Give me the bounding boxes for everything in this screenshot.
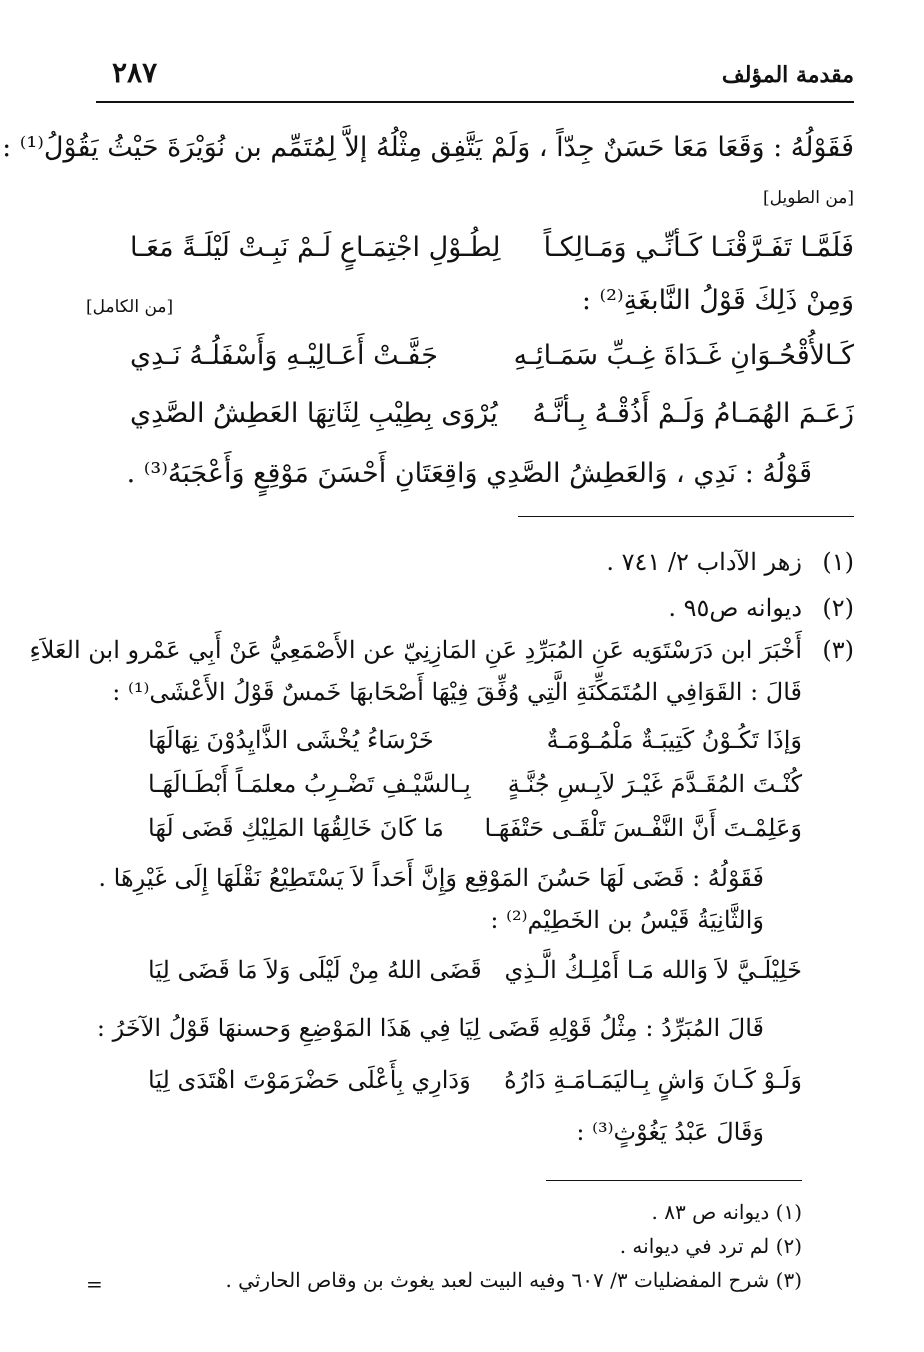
bottom-footnote-3: (٣) شرح المفضليات ٣/ ٦٠٧ وفيه البيت لعبد يغوث بن وقاص الحارثي . [225, 1268, 802, 1292]
footnote-3-number: (٣) [822, 636, 854, 664]
fn3-verse-e-first: وَلَـوْ كَـانَ وَاشٍ بِـاليَمَـامَـةِ دَارُهُ [504, 1066, 802, 1094]
fn3-verse-a-second: خَرْسَاءُ يُخْشَى الذَّايِدُوْنَ نِهَالَهَا [148, 726, 434, 754]
footnote-3-text: أَخْبَرَ ابن دَرَسْتَوَيه عَنِ المُبَرِّدِ عَنِ المَازِنِيّ عن الأَصْمَعِيُّ عَنْ أَبِي عَمْرو ابن العَلاَءِ [29, 636, 802, 664]
continuation-mark: = [86, 1272, 103, 1296]
running-header-title: مقدمة المؤلف [721, 62, 854, 88]
fn3-verse-b-first: كُنْـتَ المُقَـدَّمَ غَيْـرَ لاَبِـسِ جُنَّـةٍ [507, 770, 802, 798]
intro-line: فَقَوْلُهُ : وَقَعَا مَعَا حَسَنٌ جِدّاً ، وَلَمْ يَتَّفِق مِثْلُهُ إلاَّ لِمُتَمِّم بن نُوَيْرَةَ حَيْثُ يَقُوْلُ⁽¹⁾ : [2, 132, 854, 163]
fn3-third: وَقَالَ عَبْدُ يَغُوْثٍ⁽³⁾ : [576, 1118, 764, 1146]
fn3-comment-a: فَقَوْلُهُ : قَضَى لَهَا حَسُنَ المَوْقِع وَإِنَّ أَحَداً لاَ يَسْتَطِيْعُ نَقْلَهَا إِلَى غَيْرِهَا . [98, 864, 764, 892]
footnote-2-text: ديوانه ص٩٥ . [668, 594, 802, 622]
meter-label-tawil: [من الطويل] [763, 188, 854, 208]
verse2-first-hemistich: كَـالأُقْحُـوَانِ غَـدَاةَ غِـبِّ سَمَـائِـهِ [513, 340, 854, 371]
footnote-separator-top [518, 516, 854, 517]
fn3-line2: قَالَ : القَوَافِي المُتَمَكِّنَةِ الَّتِي وُفِّقَ فِيْهَا أَصْحَابهَا خَمسٌ قَوْلُ الأَعْشَى⁽¹⁾ : [112, 678, 802, 706]
page-number: ٢٨٧ [112, 56, 158, 89]
fn3-verse-c-second: مَا كَانَ خَالِقُهَا المَلِيْكِ قَضَى لَهَا [148, 814, 444, 842]
nabigha-line: وَمِنْ ذَلِكَ قَوْلُ النَّابغَةِ⁽²⁾ : [581, 285, 854, 316]
verse2-second-hemistich: جَفَّـتْ أَعَـالِيْـهِ وَأَسْفَلُـهُ نَـدِي [130, 340, 438, 371]
verse3-first-hemistich: زَعَـمَ الهُمَـامُ وَلَـمْ أَذُقْـهُ بِـأنَّـهُ [532, 398, 854, 429]
footnote-2-number: (٢) [822, 594, 854, 622]
fn3-verse-e-second: وَدَارِي بِأَعْلَى حَضْرَمَوْتَ اهْتَدَى لِيَا [148, 1066, 471, 1094]
footnote-1-text: زهر الآداب ٢/ ٧٤١ . [606, 548, 802, 576]
footnote-separator-bottom [546, 1180, 802, 1181]
comment-line: قَوْلُهُ : نَدِي ، وَالعَطِشُ الصَّدِي وَاقِعَتَانِ أَحْسَنَ مَوْقِعٍ وَأَعْجَبَهُ⁽³⁾ . [126, 458, 812, 489]
fn3-verse-d-first: خَلِيْلَـيَّ لاَ وَالله مَـا أَمْلِـكُ الَّـذِي [504, 956, 802, 984]
verse1-second-hemistich: لِطُـوْلِ اجْتِمَـاعٍ لَـمْ نَبِـتْ لَيْلَـةً مَعَـا [130, 232, 501, 263]
fn3-verse-b-second: بِـالسَّيْـفِ تَضْـرِبُ معلمَـاً أَبْطَـالَهَـا [148, 770, 471, 798]
verse3-second-hemistich: يُرْوَى بِطِيْبِ لِثَاتِهَا العَطِشُ الصَّدِي [130, 398, 498, 429]
verse1-first-hemistich: فَلَمَّـا تَفَـرَّقْنَـا كَـأنِّـي وَمَـالِكـاً [543, 232, 854, 263]
bottom-footnote-1: (١) ديوانه ص ٨٣ . [651, 1200, 802, 1224]
fn3-verse-a-first: وَإذَا تَكُـوْنُ كَتِيبَـةٌ مَلْمُـوْمَـةٌ [546, 726, 802, 754]
footnote-1-number: (١) [822, 548, 854, 576]
bottom-footnote-2: (٢) لم ترد في ديوانه . [619, 1234, 802, 1258]
fn3-verse-c-first: وَعَلِمْـتَ أَنَّ النَّفْـسَ تَلْقَـى حَتْفَهَـا [484, 814, 802, 842]
header-rule [96, 101, 854, 103]
fn3-second: وَالثَّانِيَةُ قَيْسُ بن الخَطِيْم⁽²⁾ : [490, 906, 764, 934]
fn3-verse-d-second: قَضَى اللهُ مِنْ لَيْلَى وَلاَ مَا قَضَى لِيَا [148, 956, 482, 984]
meter-label-kamil: [من الكامل] [86, 297, 174, 317]
fn3-comment-b: قَالَ المُبَرِّدُ : مِثْلُ قَوْلِهِ قَضَى لِيَا فِي هَذَا المَوْضِعِ وَحسنهَا قَوْلُ الآخَرُ : [96, 1014, 764, 1042]
